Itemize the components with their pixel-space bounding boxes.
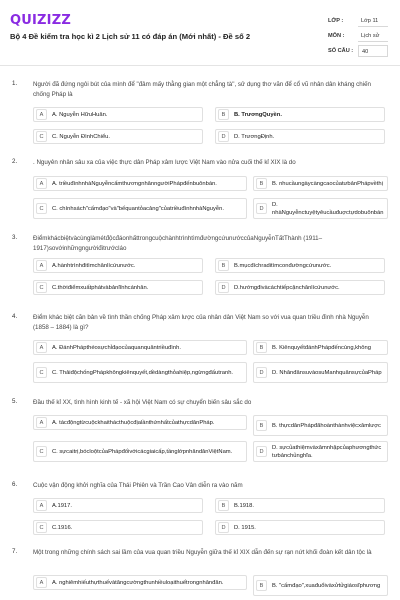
option-letter-a: A bbox=[36, 577, 47, 588]
option-text: C. sựcaitrị,bócloộtcủaPhápđốivớicácgiaicấp,tầnglớpnhândânViệtNam. bbox=[52, 448, 233, 455]
question-text: Cuộc vận động khởi nghĩa của Thái Phiên và Trần Cao Vân diễn ra vào năm bbox=[33, 482, 243, 489]
option-d[interactable] bbox=[253, 441, 388, 462]
option-letter-b: B bbox=[218, 260, 229, 271]
option-b[interactable] bbox=[253, 415, 388, 436]
option-a[interactable] bbox=[33, 176, 247, 191]
option-text: D. NhânđânsuvàosuManhquânsựcủaPháp bbox=[272, 369, 382, 376]
quiz-meta bbox=[328, 13, 388, 58]
option-b[interactable] bbox=[253, 176, 388, 191]
question-number: 3. bbox=[12, 234, 18, 241]
option-text: B. "cấmđạo",xuađuổivàxửtửgiáosĩphương bbox=[272, 582, 381, 589]
option-text: B. TrươngQuyền. bbox=[234, 111, 282, 118]
option-b[interactable] bbox=[253, 340, 388, 355]
count-label: SỐ CÂU : bbox=[328, 47, 354, 54]
question-number: 1. bbox=[12, 80, 18, 87]
option-letter-a: A bbox=[36, 342, 47, 353]
option-letter-a: A bbox=[36, 500, 47, 511]
option-c[interactable] bbox=[33, 520, 203, 535]
option-text: A. triềuđìnhnhàNguyễncấmthươngnhânngườiPhápđếnbuônbán. bbox=[52, 180, 217, 187]
option-a[interactable] bbox=[33, 107, 203, 122]
option-d[interactable] bbox=[215, 520, 385, 535]
option-letter-b: B bbox=[256, 178, 267, 189]
option-text: A.1917. bbox=[52, 502, 72, 509]
option-text: A. ĐánhPhápthéosựchỉđạocủaquanquântriềuđình. bbox=[52, 344, 181, 351]
option-letter-c: C bbox=[36, 203, 47, 214]
meta-class-row bbox=[328, 13, 388, 28]
question-text: Đầu thế kỉ XX, tình hình kinh tế - xã hội Việt Nam có sự chuyển biến sâu sắc do bbox=[33, 399, 252, 406]
option-d[interactable] bbox=[253, 362, 388, 383]
option-b[interactable] bbox=[215, 258, 385, 273]
option-text: B. KiênquyếtđánhPhápđếncùng,không bbox=[272, 344, 371, 351]
option-letter-c: C bbox=[36, 446, 47, 457]
option-letter-b: B bbox=[218, 109, 229, 120]
option-letter-c: C bbox=[36, 282, 47, 293]
question-text: Điểm khác biệt căn bản về tình thần chống Pháp xâm lược của nhân dân Việt Nam so với vua quan triều đình nhà Nguyễn (1858 – 1884) là gì? bbox=[33, 314, 369, 331]
option-text: C. ThảiđộchốngPhápkhôngkiênquyết,dềdàngthỏahiệp,ngừngđấutranh. bbox=[52, 369, 234, 376]
option-letter-a: A bbox=[36, 109, 47, 120]
option-letter-c: C bbox=[36, 131, 47, 142]
quiz-header bbox=[0, 0, 400, 66]
option-letter-d: D bbox=[218, 282, 229, 293]
option-text: A.hànhtrìnhđitìmchânlícứunước. bbox=[52, 262, 136, 269]
option-c[interactable] bbox=[33, 441, 247, 462]
question-text: ĐiểmkhácbiệtvàcùnglàmétđộcđáonhấttrongcuộchànhtrìnhtìmđườngcứunướccủaNguyễnTấtThành (1911–1917)sovớinhữngngườiđitrướcláo bbox=[33, 235, 323, 252]
option-text: D. sựcủathiệmvàxâmnhậpcủaphươngthức tưbảnchủnghĩa. bbox=[272, 444, 382, 459]
option-a[interactable] bbox=[33, 575, 247, 590]
option-b[interactable] bbox=[215, 498, 385, 513]
page-title: Bộ 4 Đề kiểm tra học kì 2 Lịch sử 11 có đáp án (Mới nhất) - Đề số 2 bbox=[10, 32, 251, 41]
option-letter-b: B bbox=[256, 342, 267, 353]
option-c[interactable] bbox=[33, 280, 203, 295]
question-number: 4. bbox=[12, 313, 18, 320]
option-text: D. 1915. bbox=[234, 524, 256, 531]
option-a[interactable] bbox=[33, 415, 247, 430]
option-text: A. nghiêmhiếuthựthuếvàtăngcườngthunhiềuloạithuếtrongnhânđân. bbox=[52, 579, 224, 586]
question-text: Người đã đứng ngôi bút của mình để "đâm mấy thằng gian một chẳng tà", sử dụng thơ văn để cổ vũ nhân dân kháng chiến chống Pháp là bbox=[33, 81, 371, 98]
option-letter-d: D bbox=[256, 367, 267, 378]
option-c[interactable] bbox=[33, 362, 247, 383]
question-text: Một trong những chính sách sai lầm của vua quan triều Nguyễn giữa thế kỉ XIX dẫn đến sự rạn nứt khối đoàn kết dân tộc là bbox=[33, 549, 372, 556]
option-a[interactable] bbox=[33, 258, 203, 273]
question-text: . Nguyên nhân sâu xa của việc thực dân Pháp xâm lược Việt Nam vào nửa cuối thế kỉ XIX là do bbox=[33, 159, 296, 166]
option-text: C. chínhsách"cấmđạo"và"bếquantỏacảng"củatriềuđìnhnhàNguyễn. bbox=[52, 205, 224, 212]
option-d[interactable] bbox=[215, 280, 385, 295]
class-label: LỚP : bbox=[328, 17, 344, 24]
option-text: D. TrươngĐịnh. bbox=[234, 133, 275, 140]
meta-subject-row bbox=[328, 28, 388, 43]
quizizz-logo: QUIZIZZ bbox=[10, 13, 71, 28]
option-text: B.1918. bbox=[234, 502, 254, 509]
option-text: B.mụcđíchraditìmconđườngcứunước. bbox=[234, 262, 332, 269]
option-letter-d: D bbox=[256, 446, 267, 457]
question-number: 5. bbox=[12, 398, 18, 405]
subject-value: Lịch sử bbox=[358, 30, 388, 42]
class-value: Lớp 11 bbox=[358, 15, 388, 27]
option-text: A. tácđộngtừcuộckhaithácthuộcđịalầnthứnhấtcủathựcdânPháp. bbox=[52, 419, 215, 426]
option-text: B. nhucầungàycàngcaocủatưbảnPhápvềthị bbox=[272, 180, 383, 187]
option-text: D. nhàNguyễnctuyệtyêucầuđuợctựdobuônbán bbox=[272, 201, 384, 216]
meta-count-row bbox=[328, 43, 388, 58]
option-letter-a: A bbox=[36, 417, 47, 428]
question-number: 2. bbox=[12, 158, 18, 165]
option-letter-c: C bbox=[36, 522, 47, 533]
option-text: C.1916. bbox=[52, 524, 73, 531]
option-letter-b: B bbox=[256, 420, 267, 431]
option-letter-b: B bbox=[256, 580, 267, 591]
option-b[interactable] bbox=[215, 107, 385, 122]
option-c[interactable] bbox=[33, 129, 203, 144]
option-text: C. Nguyễn ĐìnhChiểu. bbox=[52, 133, 111, 140]
question-number: 7. bbox=[12, 548, 18, 555]
option-letter-d: D bbox=[218, 131, 229, 142]
question-number: 6. bbox=[12, 481, 18, 488]
option-letter-a: A bbox=[36, 178, 47, 189]
option-text: A. Nguyễn HữuHuân. bbox=[52, 111, 108, 118]
option-letter-b: B bbox=[218, 500, 229, 511]
option-d[interactable] bbox=[215, 129, 385, 144]
option-b[interactable] bbox=[253, 575, 388, 596]
subject-label: MÔN : bbox=[328, 32, 345, 39]
option-letter-d: D bbox=[218, 522, 229, 533]
count-value: 40 bbox=[358, 45, 388, 57]
option-a[interactable] bbox=[33, 498, 203, 513]
option-c[interactable] bbox=[33, 198, 247, 219]
option-letter-a: A bbox=[36, 260, 47, 271]
option-text: B. thựcdânPhápđãhoànthànhviệcxâmlược bbox=[272, 422, 381, 429]
option-d[interactable] bbox=[253, 198, 388, 219]
option-text: D.hướngđivàcáchtiếpcậnchânlícứunước. bbox=[234, 284, 340, 291]
option-letter-d: D bbox=[256, 203, 267, 214]
option-a[interactable] bbox=[33, 340, 247, 355]
option-text: C.thờiđiểmxuấtphátvàbảnlĩnhcánhân. bbox=[52, 284, 149, 291]
option-letter-c: C bbox=[36, 367, 47, 378]
